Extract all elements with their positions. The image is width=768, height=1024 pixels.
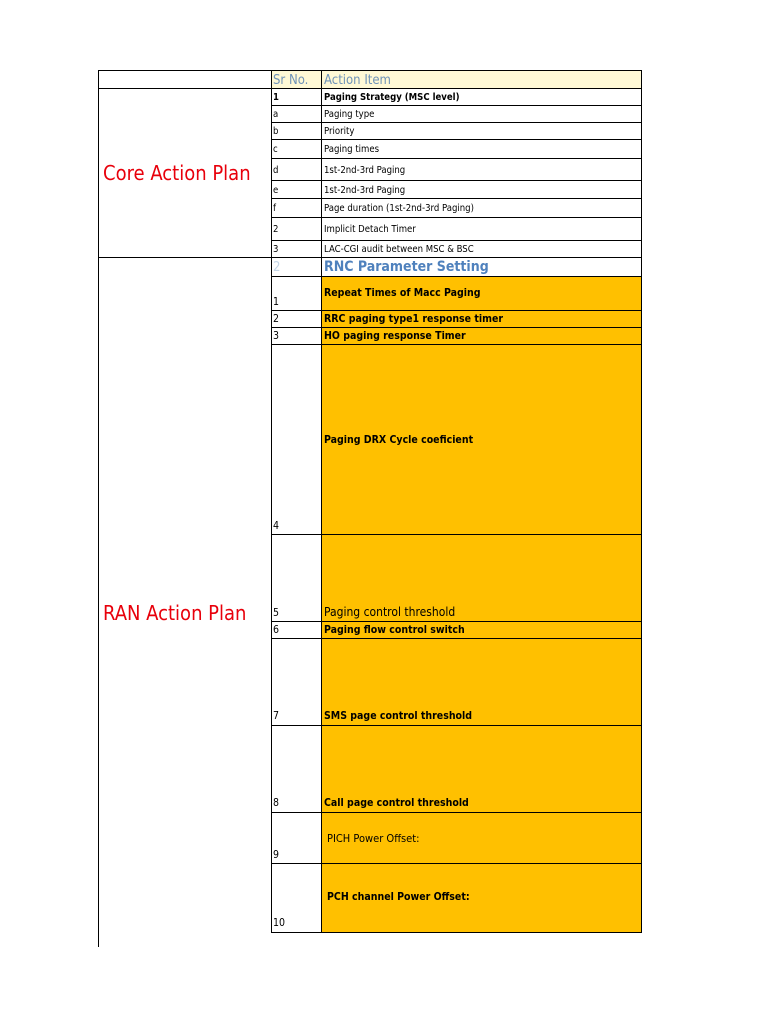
ran-row-sr[interactable]: 4 bbox=[271, 344, 322, 535]
core-row-sr[interactable]: b bbox=[271, 122, 322, 140]
core-row-item[interactable]: Paging type bbox=[321, 105, 642, 123]
header-blank-cell[interactable] bbox=[98, 70, 272, 89]
core-row-item[interactable]: Page duration (1st-2nd-3rd Paging) bbox=[321, 198, 642, 218]
core-row-sr[interactable]: a bbox=[271, 105, 322, 123]
ran-row-item[interactable]: Paging DRX Cycle coeficient bbox=[321, 344, 642, 535]
core-row-sr[interactable]: f bbox=[271, 198, 322, 218]
header-srno: Sr No. bbox=[273, 73, 309, 88]
ran-row-item[interactable]: SMS page control threshold bbox=[321, 638, 642, 726]
ran-row-item[interactable]: Paging flow control switch bbox=[321, 621, 642, 639]
core-row-sr[interactable]: 2 bbox=[271, 217, 322, 241]
ran-row-item[interactable]: RRC paging type1 response timer bbox=[321, 310, 642, 328]
ran-row-sr[interactable]: 2 bbox=[271, 310, 322, 328]
ran-row-item[interactable]: Repeat Times of Macc Paging bbox=[321, 276, 642, 311]
ran-row-item[interactable]: PICH Power Offset: bbox=[321, 812, 642, 864]
core-row-sr[interactable]: 3 bbox=[271, 240, 322, 258]
ran-row-item[interactable]: Call page control threshold bbox=[321, 725, 642, 813]
ran-section-title-cell[interactable] bbox=[321, 257, 642, 277]
core-action-plan-label: Core Action Plan bbox=[103, 161, 251, 185]
ran-section-title: RNC Parameter Setting bbox=[324, 259, 489, 275]
ran-action-plan-cell[interactable] bbox=[98, 257, 272, 947]
core-row-sr[interactable]: c bbox=[271, 139, 322, 159]
core-row-item[interactable]: 1st-2nd-3rd Paging bbox=[321, 158, 642, 181]
ran-row-item[interactable]: Paging control threshold bbox=[321, 534, 642, 622]
ran-row-item[interactable]: HO paging response Timer bbox=[321, 327, 642, 345]
core-row-item[interactable]: 1st-2nd-3rd Paging bbox=[321, 180, 642, 199]
ran-row-sr[interactable]: 5 bbox=[271, 534, 322, 622]
header-srno-cell[interactable] bbox=[271, 70, 322, 89]
core-row-sr[interactable]: 1 bbox=[271, 88, 322, 106]
ran-row-sr[interactable]: 10 bbox=[271, 863, 322, 933]
header-action-cell[interactable] bbox=[321, 70, 642, 89]
core-row-item[interactable]: Implicit Detach Timer bbox=[321, 217, 642, 241]
core-row-item[interactable]: Paging times bbox=[321, 139, 642, 159]
core-row-item[interactable]: Priority bbox=[321, 122, 642, 140]
ran-row-sr[interactable]: 9 bbox=[271, 812, 322, 864]
header-action: Action Item bbox=[324, 73, 391, 88]
core-row-sr[interactable]: e bbox=[271, 180, 322, 199]
ran-action-plan-label: RAN Action Plan bbox=[103, 601, 247, 625]
ran-section-sr-cell[interactable]: 2 bbox=[271, 257, 322, 277]
ran-row-sr[interactable]: 7 bbox=[271, 638, 322, 726]
ran-row-sr[interactable]: 3 bbox=[271, 327, 322, 345]
ran-row-sr[interactable]: 1 bbox=[271, 276, 322, 311]
core-row-item[interactable]: Paging Strategy (MSC level) bbox=[321, 88, 642, 106]
core-action-plan-cell[interactable] bbox=[98, 88, 272, 258]
core-row-item[interactable]: LAC-CGI audit between MSC & BSC bbox=[321, 240, 642, 258]
core-row-sr[interactable]: d bbox=[271, 158, 322, 181]
ran-row-sr[interactable]: 6 bbox=[271, 621, 322, 639]
ran-row-sr[interactable]: 8 bbox=[271, 725, 322, 813]
ran-row-item[interactable]: PCH channel Power Offset: bbox=[321, 863, 642, 933]
